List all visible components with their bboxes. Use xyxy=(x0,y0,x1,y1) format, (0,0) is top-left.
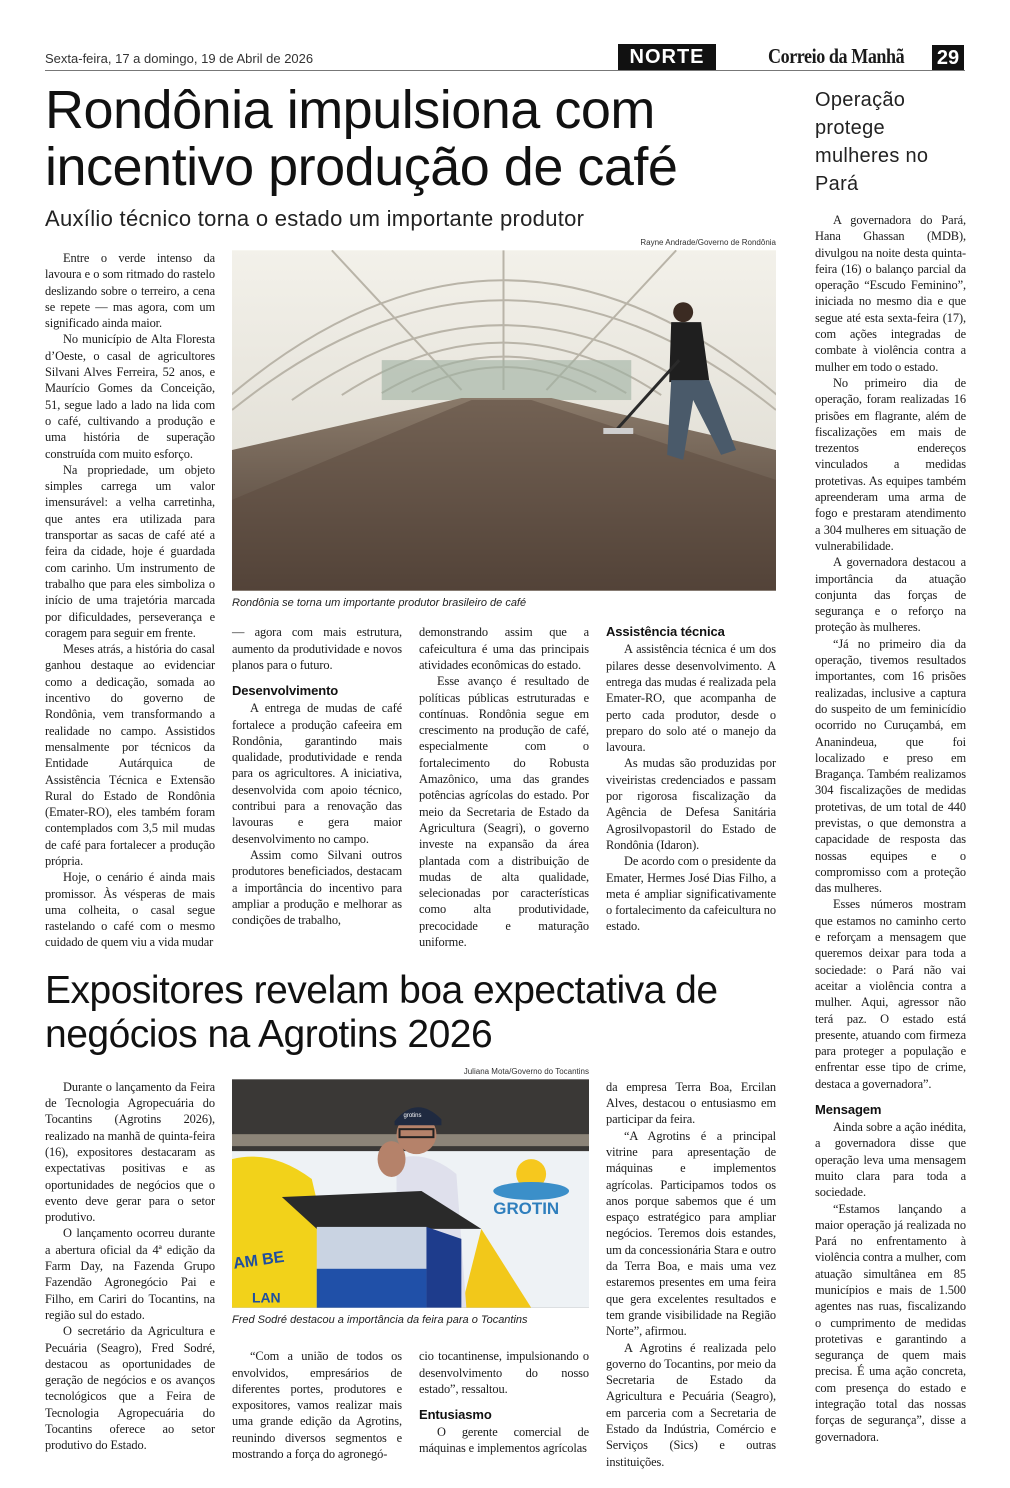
body-paragraph: O secretário da Agricultura e Pecuária (Seagro), Fred Sodré, destacou as oportunidades de geração de negócios e os avanços tecnológicos que a Feira de Tecnologia Agropecuária do Tocantins oferece ao setor produtivo do Estado. xyxy=(45,1324,215,1453)
article-column xyxy=(232,624,402,950)
body-paragraph: No município de Alta Floresta d’Oeste, o casal de agricultores Silvani Alves Ferreira, 52 anos, e Maurício Gomes da Conceição, 51, segue lado a lado na lida com o café, cultivando a produção e uma história de superação construída com muito esforço. xyxy=(45,332,215,461)
article-column xyxy=(419,1348,589,1470)
article-subtitle: Auxílio técnico torna o estado um importante produtor xyxy=(45,206,585,231)
body-paragraph: No primeiro dia de operação, foram realizadas 16 prisões em flagrante, além de fiscalizações em mais de trezentos endereços vinculados a medidas protetivas. As equipes também apreenderam uma arma de fogo e prestaram atendimento a 304 mulheres em situação de vulnerabilidade. xyxy=(815,375,966,553)
body-paragraph: A governadora destacou a importância da atuação conjunta das forças de segurança e o reforço na proteção às mulheres. xyxy=(815,555,966,635)
photo-block xyxy=(232,238,776,624)
body-paragraph: cio tocantinense, impulsionando o desenvolvimento do nosso estado”, ressaltou. xyxy=(419,1349,589,1396)
body-paragraph: Esse avanço é resultado de políticas públicas estruturadas e contínuas. Rondônia segue em crescimento na produção de café, especialmente com o fortalecimento do Robusta Amazônico, uma das grandes potências agrícolas do estado. Por meio da Secretaria de Estado da Agricultura (Seagri), o governo investe na expansão da área plantada com a distribuição de mudas de alta qualidade, selecionadas por características como alta produtividade, precocidade e maturação uniforme. xyxy=(419,674,589,950)
sidebar-column xyxy=(815,212,966,1445)
photo-caption: Fred Sodré destacou a importância da feira para o Tocantins xyxy=(232,1313,528,1326)
body-paragraph: Esses números mostram que estamos no caminho certo e reforçam a mensagem que queremos deixar para toda a sociedade: o Pará não vai aceitar a violência contra a mulher. Aqui, agressor não terá paz. O estado está presente, atuando com firmeza para proteger a população e enfrentar esse tipo de crime, destaca a governadora”. xyxy=(815,897,966,1091)
cap-logo-text: grotins xyxy=(403,1112,422,1119)
speaker-at-podium-image xyxy=(232,1079,589,1308)
section-label: NORTE xyxy=(618,44,716,70)
banner-left-text-2: LAN xyxy=(251,1289,281,1306)
photo-credit: Rayne Andrade/Governo de Rondônia xyxy=(640,238,776,247)
article-column xyxy=(606,624,776,950)
body-paragraph: “Com a união de todos os envolvidos, empresários de diferentes portes, produtores e expositores, vamos realizar mais uma grande edição da Agrotins, reunindo diversos segmentos e mostrando a força do agronegó- xyxy=(232,1349,402,1462)
speaker-photo xyxy=(232,1079,589,1308)
section-subheading: Mensagem xyxy=(815,1102,882,1118)
main-articles xyxy=(45,82,777,1470)
article-body xyxy=(45,1067,777,1470)
body-paragraph: “Já no primeiro dia da operação, tivemos resultados importantes, com 16 prisões realizadas, inclusive a captura do suspeito de um feminicídio ocorrido no Curuçambá, em Ananindeua, que foi localizado e preso em Bragança. Também realizamos 304 fiscalizações de medidas protetivas, de um total de 440 previstas, o que demonstra a capacidade de resposta das nossas equipes e o compromisso com a proteção das mulheres. xyxy=(815,636,966,896)
body-paragraph: — agora com mais estrutura, aumento da produtividade e novos planos para o futuro. xyxy=(232,625,402,672)
body-paragraph: Assim como Silvani outros produtores beneficiados, destacam a importância do incentivo para ampliar a produção e melhorar as condições de trabalho, xyxy=(232,847,402,928)
sidebar-article xyxy=(815,86,966,1445)
photo-credit: Juliana Mota/Governo do Tocantins xyxy=(463,1066,589,1076)
article-column xyxy=(606,1067,776,1470)
coffee-terrace-image xyxy=(232,250,776,591)
body-paragraph: De acordo com o presidente da Emater, Hermes José Dias Filho, a meta é ampliar significativamente o fortalecimento da cafeicultura no estado. xyxy=(606,854,776,934)
section-subheading: Entusiasmo xyxy=(419,1407,492,1423)
section-subheading: Assistência técnica xyxy=(606,624,725,640)
body-paragraph: As mudas são produzidas por viveiristas credenciados e passam por rigorosa fiscalização da Agência de Defesa Sanitária Agrosilvopastoril do Estado de Rondônia (Idaron). xyxy=(606,756,776,852)
body-paragraph: A entrega de mudas de café fortalece a produção cafeeira em Rondônia, garantindo mais qualidade, produtividade e renda para os agricultores. A iniciativa, desenvolvida com apoio técnico, contribui para a renovação das lavouras e gera maior desenvolvimento no campo. xyxy=(232,701,402,846)
body-paragraph: “Estamos lançando a maior operação já realizada no Pará no enfrentamento à violência contra a mulher, com atuação simultânea em 85 municípios e mais de 1.500 agentes nas ruas, fiscalizando o cumprimento de medidas protetivas e garantindo a segurança de quem mais precisa. É uma ação concreta, com presença do estado e integração total das nossas forças de segurança”, disse a governadora. xyxy=(815,1201,966,1444)
article-column xyxy=(419,624,589,950)
banner-left-text: AM BE xyxy=(232,1248,286,1273)
body-paragraph: “A Agrotins é a principal vitrine para apresentação de máquinas e implementos agrícolas. Participamos todos os anos porque sabemos que é um espaço estratégico para ampliar negócios. Teremos dois estandes, um da concessionária Stara e outro da Terra Boa, e mais uma vez estaremos presentes em uma feira que gera excelentes resultados e tem grande visibilidade na Região Norte”, afirmou. xyxy=(606,1128,776,1339)
page-number: 29 xyxy=(932,45,964,70)
newspaper-masthead: Correio da Manhã xyxy=(768,44,905,68)
article-headline: Rondônia impulsiona com incentivo produção de café xyxy=(45,80,678,197)
body-paragraph: A assistência técnica é um dos pilares desse desenvolvimento. A entrega das mudas é realizada pela Emater-RO, que acompanha de perto cada produtor, desde o preparo do solo até o manejo da lavoura. xyxy=(606,642,776,755)
section-subheading: Desenvolvimento xyxy=(232,683,339,699)
issue-date: Sexta-feira, 17 a domingo, 19 de Abril de 2026 xyxy=(45,51,314,66)
body-paragraph: A Agrotins é realizada pelo governo do Tocantins, por meio da Secretaria de Estado da Agricultura e Pecuária (Seagro), em parceria com a Secretaria de Estado da Indústria, Comércio e Serviços (Sics) e outras instituições. xyxy=(606,1340,776,1469)
body-paragraph: A governadora do Pará, Hana Ghassan (MDB), divulgou na noite desta quinta-feira (16) o balanço parcial da operação “Escudo Feminino”, iniciada no mesmo dia e que segue até esta sexta-feira (17), com ações integradas de combate à violência contra a mulher em todo o estado. xyxy=(815,213,966,374)
article-column xyxy=(45,238,215,951)
body-paragraph: demonstrando assim que a cafeicultura é uma das principais atividades econômicas do estado. xyxy=(419,625,589,672)
body-paragraph: Ainda sobre a ação inédita, a governadora disse que operação leva uma mensagem muito clara para toda a sociedade. xyxy=(815,1120,966,1200)
header-rule xyxy=(45,70,965,71)
body-paragraph: Na propriedade, um objeto simples carrega um valor imensurável: a velha carretinha, que antes era utilizada para transportar as sacas de café até a feira da cidade, hoje é guardada com carinho. Um instrumento de trabalho que para eles simboliza o início de uma trajetória marcada por dificuldades, perseverança e coragem para seguir em frente. xyxy=(45,462,215,640)
photo-caption: Rondônia se torna um importante produtor brasileiro de café xyxy=(232,597,527,609)
body-paragraph: O gerente comercial de máquinas e implementos agrícolas xyxy=(419,1425,589,1456)
sidebar-headline: Operação protege mulheres no Pará xyxy=(815,89,929,195)
body-paragraph: Meses atrás, a história do casal ganhou destaque ao evidenciar como a dedicação, somada ao incentivo do governo de Rondônia, vem transformando a realidade no campo. Assistidos mensalmente por técnicos da Entidade Autárquica de Assistência Técnica e Extensão Rural do Estado de Rondônia (Emater-RO), eles também foram contemplados com 3,5 mil mudas de café para fortalecer a produção própria. xyxy=(45,642,215,868)
body-paragraph: da empresa Terra Boa, Ercilan Alves, destacou o entusiasmo em participar da feira. xyxy=(606,1079,776,1127)
body-paragraph: Durante o lançamento da Feira de Tecnologia Agropecuária do Tocantins (Agrotins 2026), realizado na manhã de quinta-feira (16), expositores destacaram as expectativas positivas e as oportunidades de negócios que o evento deve gerar para o setor produtivo. xyxy=(45,1079,215,1225)
article-column xyxy=(45,1067,215,1470)
article-column xyxy=(232,1348,402,1470)
article-headline: Expositores revelam boa expectativa de negócios na Agrotins 2026 xyxy=(45,968,718,1056)
body-paragraph: O lançamento ocorreu durante a abertura oficial da 4ª edição da Farm Day, na Fazenda Grupo Fazendão Agronegócio Pai e Filho, em Cariri do Tocantins, na região sul do estado. xyxy=(45,1226,215,1322)
body-paragraph: Hoje, o cenário é ainda mais promissor. Às vésperas de mais uma colheita, o casal segue rastelando o café com o mesmo cuidado de quem viu a vida mudar xyxy=(45,870,215,950)
coffee-drying-photo xyxy=(232,250,776,591)
article-body xyxy=(45,238,777,951)
banner-brand-text: GROTIN xyxy=(493,1198,560,1218)
body-paragraph: Entre o verde intenso da lavoura e o som ritmado do rastelo deslizando sobre o terreiro, a cena se repete — mas agora, com um significado ainda maior. xyxy=(45,251,215,331)
photo-block xyxy=(232,1067,589,1349)
